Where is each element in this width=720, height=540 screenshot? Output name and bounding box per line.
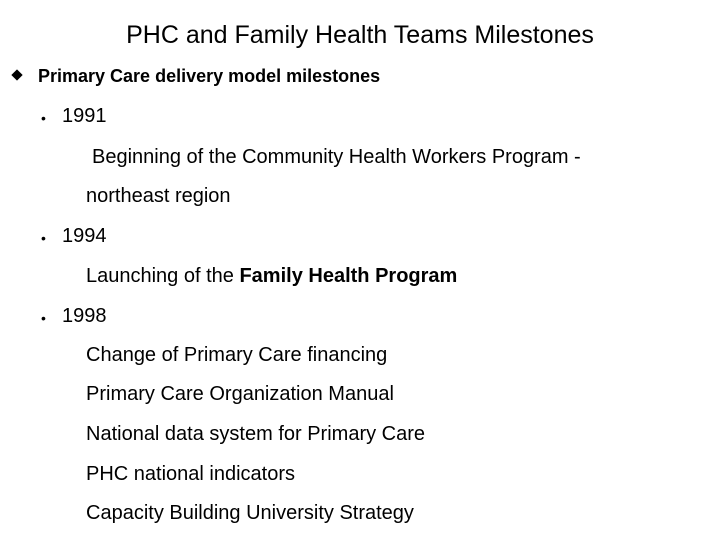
milestone-item [86,264,457,288]
milestone-year-1991: 1991 [62,105,107,127]
milestone-item: Primary Care Organization Manual [86,383,394,405]
milestone-item: PHC national indicators [86,463,295,485]
sub-bullet-icon: • [41,110,46,126]
milestone-item: northeast region [86,185,231,207]
milestone-item: Beginning of the Community Health Workers Program - [92,146,581,168]
diamond-bullet-icon [11,69,22,80]
family-health-program-emphasis: Family Health Program [239,265,458,287]
milestone-item-prefix: Launching of the [86,265,240,287]
milestone-item: Capacity Building University Strategy [86,502,414,524]
milestone-item: Change of Primary Care financing [86,344,388,366]
sub-bullet-icon: • [41,230,46,246]
sub-bullet-icon: • [41,310,46,326]
section-heading: Primary Care delivery model milestones [38,66,381,86]
slide-title: PHC and Family Health Teams Milestones [126,21,594,49]
milestone-year-1994: 1994 [62,225,107,247]
milestone-year-1998: 1998 [62,305,107,327]
milestone-item: National data system for Primary Care [86,423,426,445]
